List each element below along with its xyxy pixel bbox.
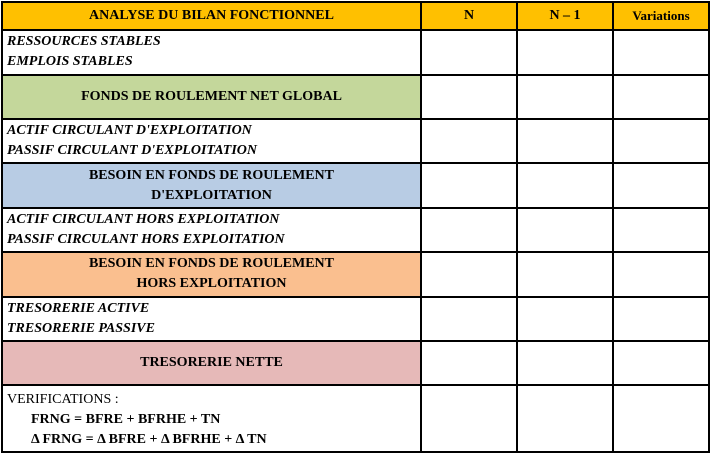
cell-bfre-variations[interactable] — [613, 163, 709, 207]
cell-bfrhe-n[interactable] — [421, 252, 517, 296]
header-n: N — [421, 2, 517, 30]
row-circulant-hors-exploitation — [2, 208, 709, 252]
header-row — [2, 2, 709, 30]
label-actif-circulant-hors-exploitation: ACTIF CIRCULANT HORS EXPLOITATION — [7, 212, 280, 227]
cell-circulant-hexpl-variations[interactable] — [613, 208, 709, 252]
cell-bfrhe-n-1[interactable] — [517, 252, 613, 296]
cell-ressources-n-1[interactable] — [517, 30, 613, 74]
label-circulant-exploitation — [2, 119, 421, 163]
label-bfre — [2, 163, 421, 207]
label-tresorerie-active: TRESORERIE ACTIVE — [7, 300, 150, 316]
cell-circulant-expl-variations[interactable] — [613, 119, 709, 163]
row-tn — [2, 341, 709, 385]
cell-frng-n-1[interactable] — [517, 75, 613, 119]
label-ressources-emplois — [2, 30, 421, 74]
row-frng — [2, 75, 709, 119]
header-title: ANALYSE DU BILAN FONCTIONNEL — [2, 2, 421, 30]
cell-verif-variations[interactable] — [613, 385, 709, 452]
label-frng: FONDS DE ROULEMENT NET GLOBAL — [2, 75, 421, 119]
verifications-title: VERIFICATIONS : — [7, 392, 119, 408]
label-bfre-line1: BESOIN EN FONDS DE ROULEMENT — [88, 167, 335, 183]
cell-circulant-expl-n[interactable] — [421, 119, 517, 163]
label-ressources-stables: RESSOURCES STABLES — [7, 34, 161, 50]
cell-circulant-expl-n-1[interactable] — [517, 119, 613, 163]
cell-tresorerie-n[interactable] — [421, 297, 517, 341]
label-tresorerie-passive: TRESORERIE PASSIVE — [7, 320, 155, 336]
row-tresorerie — [2, 297, 709, 341]
formula-frng: FRNG = BFRE + BFRHE + TN — [31, 412, 221, 428]
label-bfre-line2: D'EXPLOITATION — [151, 187, 272, 203]
row-bfrhe — [2, 252, 709, 296]
label-tresorerie — [2, 297, 421, 341]
label-bfrhe-line1: BESOIN EN FONDS DE ROULEMENT — [88, 256, 335, 272]
bilan-fonctionnel-table — [1, 1, 710, 453]
cell-bfrhe-variations[interactable] — [613, 252, 709, 296]
label-bfrhe — [2, 252, 421, 296]
cell-tn-n-1[interactable] — [517, 341, 613, 385]
row-bfre — [2, 163, 709, 207]
label-passif-circulant-exploitation: PASSIF CIRCULANT D'EXPLOITATION — [7, 143, 257, 159]
row-verifications — [2, 385, 709, 452]
row-circulant-exploitation — [2, 119, 709, 163]
label-tresorerie-nette: TRESORERIE NETTE — [2, 341, 421, 385]
header-n-1: N – 1 — [517, 2, 613, 30]
cell-tn-variations[interactable] — [613, 341, 709, 385]
cell-tresorerie-n-1[interactable] — [517, 297, 613, 341]
label-emplois-stables: EMPLOIS STABLES — [7, 54, 133, 70]
label-passif-circulant-hors-exploitation: PASSIF CIRCULANT HORS EXPLOITATION — [7, 232, 285, 247]
cell-ressources-variations[interactable] — [613, 30, 709, 74]
cell-frng-n[interactable] — [421, 75, 517, 119]
label-actif-circulant-exploitation: ACTIF CIRCULANT D'EXPLOITATION — [7, 123, 252, 139]
formula-delta-frng: Δ FRNG = Δ BFRE + Δ BFRHE + Δ TN — [31, 432, 267, 448]
cell-bfre-n-1[interactable] — [517, 163, 613, 207]
cell-verif-n[interactable] — [421, 385, 517, 452]
cell-circulant-hexpl-n[interactable] — [421, 208, 517, 252]
cell-circulant-hexpl-n-1[interactable] — [517, 208, 613, 252]
header-variations: Variations — [613, 2, 709, 30]
label-circulant-hors-exploitation — [2, 208, 421, 252]
cell-tn-n[interactable] — [421, 341, 517, 385]
cell-verif-n-1[interactable] — [517, 385, 613, 452]
cell-frng-variations[interactable] — [613, 75, 709, 119]
cell-tresorerie-variations[interactable] — [613, 297, 709, 341]
cell-ressources-n[interactable] — [421, 30, 517, 74]
label-verifications — [2, 385, 421, 452]
label-bfrhe-line2: HORS EXPLOITATION — [136, 276, 287, 292]
cell-bfre-n[interactable] — [421, 163, 517, 207]
row-ressources-emplois — [2, 30, 709, 74]
